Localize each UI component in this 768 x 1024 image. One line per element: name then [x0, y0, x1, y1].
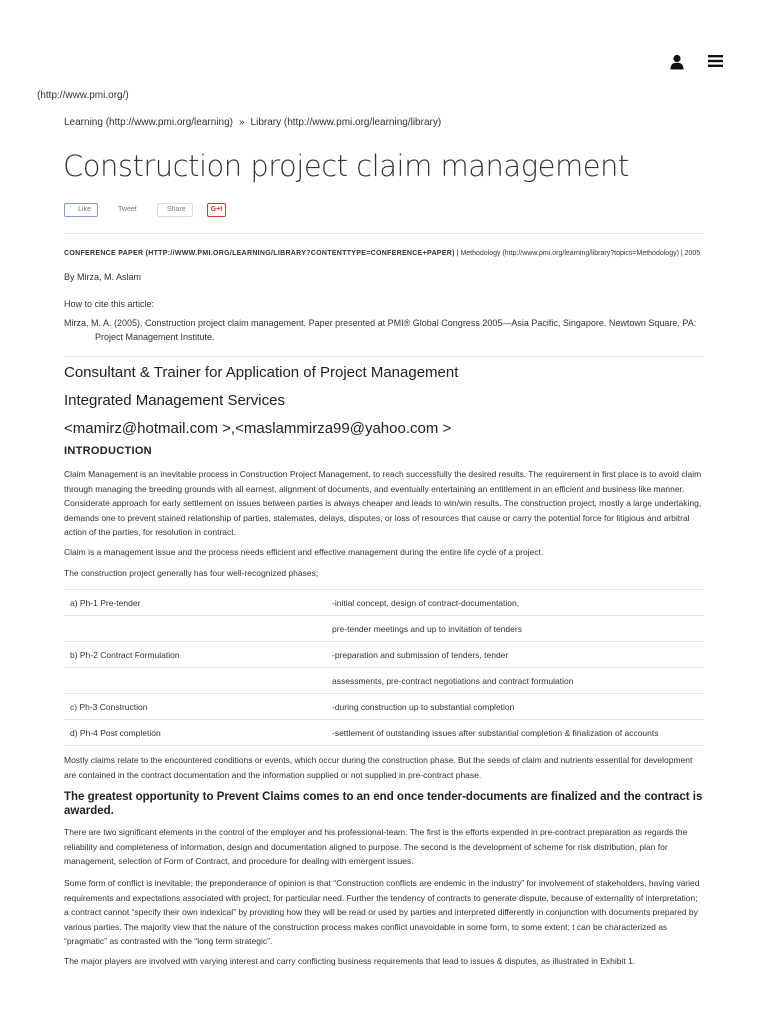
divider: [64, 233, 704, 234]
phase-cell: d) Ph-4 Post completion: [64, 720, 326, 746]
phase-desc-cell: pre-tender meetings and up to invitation of tenders: [326, 616, 704, 642]
phase-cell: [64, 668, 326, 694]
breadcrumb-learning-link[interactable]: Learning (http://www.pmi.org/learning): [64, 117, 233, 128]
breadcrumb: [64, 117, 441, 128]
table-row: [64, 642, 704, 668]
tweet-button[interactable]: Tweet: [118, 206, 137, 213]
cite-label: How to cite this article:: [64, 299, 155, 309]
google-plus-button[interactable]: G+I: [207, 203, 226, 217]
page-title: Construction project claim management: [63, 149, 629, 183]
content-type-link[interactable]: CONFERENCE PAPER (HTTP://WWW.PMI.ORG/LEARNING/LIBRARY?CONTENTTYPE=CONFERENCE+PAPER): [64, 250, 455, 257]
author-organization: Integrated Management Services: [64, 392, 285, 409]
citation-line-1: Mirza, M. A. (2005). Construction project claim management. Paper presented at PMI® Global Congress 2005—Asia Pacific, Singapore. Newtown Square, PA:: [64, 318, 697, 328]
social-share-bar: [64, 203, 226, 217]
table-row: [64, 590, 704, 616]
article-meta: [64, 249, 704, 258]
paragraph: The major players are involved with varying interest and carry conflicting business requirements that lead to issues & disputes, as illustrated in Exhibit 1.: [64, 956, 636, 966]
phase-cell: [64, 616, 326, 642]
user-icon[interactable]: [670, 54, 686, 70]
phase-cell: b) Ph-2 Contract Formulation: [64, 642, 326, 668]
divider: [64, 356, 704, 357]
table-row: [64, 616, 704, 642]
phase-desc-cell: -settlement of outstanding issues after substantial completion & finalization of accounts: [326, 720, 704, 746]
author-role: Consultant & Trainer for Application of Project Management: [64, 364, 459, 381]
top-toolbar: [670, 54, 724, 70]
breadcrumb-library-link[interactable]: Library (http://www.pmi.org/learning/library): [250, 117, 442, 128]
phase-desc-cell: -during construction up to substantial completion: [326, 694, 704, 720]
table-row: [64, 720, 704, 746]
phase-desc-cell: assessments, pre-contract negotiations and contract formulation: [326, 668, 704, 694]
paragraph: There are two significant elements in the control of the employer and his professional-team. The first is the efforts expended in pre-contract preparation as regards the reliability and completeness of information, design and documentation aligned to purpose. The second is the development of scheme for risk distribution, plan for management, selection of Form of Contract, and procedure for dealing with emergent issues.: [64, 827, 688, 866]
breadcrumb-separator: »: [238, 117, 245, 128]
paragraph: Mostly claims relate to the encountered conditions or events, which occur during the construction phase. But the seeds of claim and nutrients essential for development are contained in the contract documentation and the information supplied or not supplied in pre-contract phase.: [64, 755, 693, 780]
author-byline: By Mirza, M. Aslam: [64, 272, 142, 282]
table-row: [64, 694, 704, 720]
phase-cell: a) Ph-1 Pre-tender: [64, 590, 326, 616]
paragraph: Some form of conflict is inevitable; the preponderance of opinion is that “Construction conflicts are endemic in the industry” for involvement of stakeholders, having varied requirements and expectations associated with project, for particular need. Further the tendency of contracts to generate dispute, because of externality of interpretation; a contract cannot “specify their own indexical” by providing how they will be read or used by parties and interpreted differently in conjunction with documents prepared by various parties. The majority view that the nature of the construction process makes conflict unavoidable in some form, to some extent; t can be characterized as “pragmatic” as contrasted with the “long term strategic”.: [64, 878, 700, 946]
citation: [64, 316, 704, 344]
hamburger-menu-icon[interactable]: [708, 54, 724, 70]
author-email: <mamirz@hotmail.com >,<maslammirza99@yahoo.com >: [64, 420, 452, 437]
phase-cell: c) Ph-3 Construction: [64, 694, 326, 720]
paragraph: Claim is a management issue and the process needs efficient and effective management during the entire life cycle of a project.: [64, 547, 544, 557]
table-row: [64, 668, 704, 694]
pmi-home-link[interactable]: (http://www.pmi.org/): [37, 90, 129, 101]
phase-desc-cell: -preparation and submission of tenders, tender: [326, 642, 704, 668]
topic-year-text: | Methodology (http://www.pmi.org/learning/library?topics=Methodology) | 2005: [454, 250, 701, 257]
citation-line-2: Project Management Institute.: [95, 332, 215, 342]
linkedin-share-button[interactable]: Share: [157, 203, 193, 217]
phases-table: [64, 589, 704, 746]
facebook-like-button[interactable]: Like: [64, 203, 98, 217]
paragraph: The construction project generally has four well-recognized phases;: [64, 568, 319, 578]
section-heading-introduction: INTRODUCTION: [64, 445, 152, 457]
paragraph: Claim Management is an inevitable process in Construction Project Management, to reach successfully the desired results. The requirement in first place is to avoid claim through managing the breeding grounds with all earnest, alignment of documents, and eventually entertaining an entitlement in an efficient and business like manner. Considerate approach for early settlement on issues between parties is always cheaper and leads to win/win results. The construction project, mostly a large undertaking, demands one to prevent stained relationship of parties, stalemates, delays, disputes, or loss of resources that cause or carry the potential force for litigious and arbitral action of the parties, for resolution in contract.: [64, 469, 702, 537]
phase-desc-cell: -initial concept, design of contract-documentation,: [326, 590, 704, 616]
bold-heading: The greatest opportunity to Prevent Claims comes to an end once tender-documents are finalized and the contract is awarded.: [64, 791, 703, 817]
